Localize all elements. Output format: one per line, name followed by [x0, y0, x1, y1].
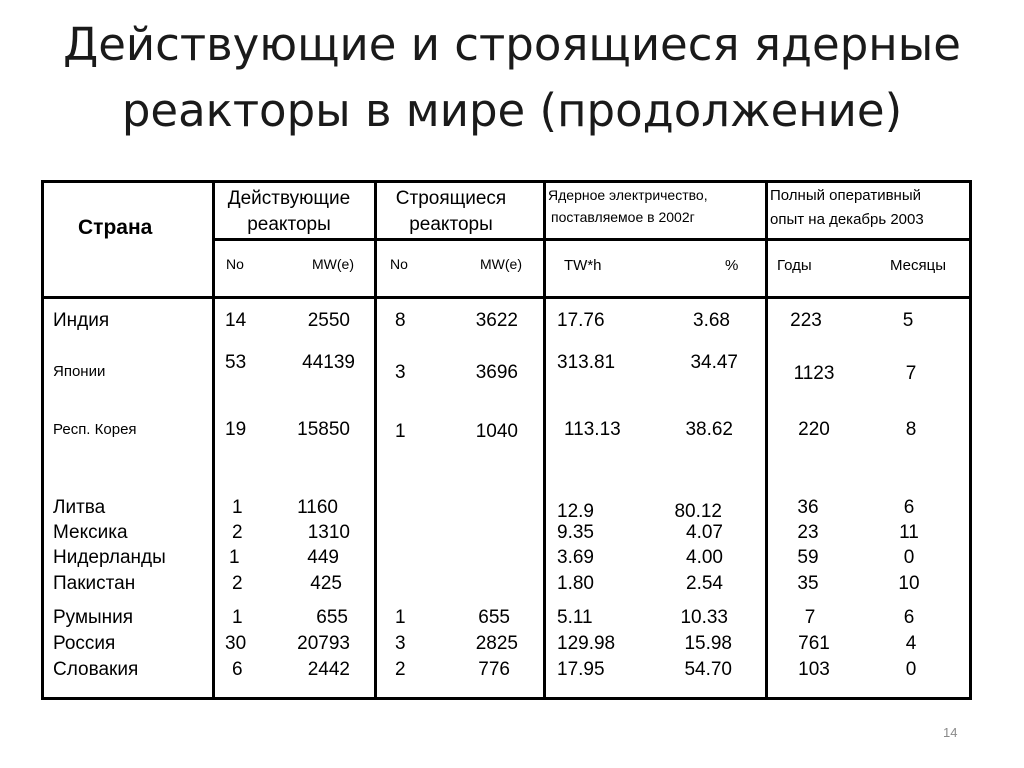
cell-months: 7 — [905, 363, 917, 384]
cell-operating-no: 6 — [232, 659, 243, 680]
cell-operating-mw: 1160 — [297, 497, 338, 518]
cell-years: 36 — [797, 497, 819, 518]
cell-operating-mw: 2442 — [307, 659, 350, 680]
cell-percent: 2.54 — [686, 573, 723, 594]
cell-operating-no: 1 — [232, 497, 243, 518]
cell-country: Индия — [53, 310, 110, 331]
cell-percent: 10.33 — [680, 607, 728, 628]
cell-construction-no: 8 — [395, 310, 406, 331]
cell-operating-mw: 44139 — [302, 352, 355, 373]
cell-years: 103 — [798, 659, 830, 680]
cell-operating-no: 30 — [225, 633, 247, 654]
cell-months: 6 — [903, 607, 915, 628]
cell-construction-no: 2 — [395, 659, 406, 680]
column-divider-1 — [212, 180, 215, 700]
header-divider — [41, 296, 972, 299]
cell-operating-no: 19 — [225, 419, 247, 440]
cell-twh: 5.11 — [557, 607, 593, 628]
subheader-operating-mw: MW(e) — [312, 256, 354, 272]
cell-years: 220 — [798, 419, 830, 440]
cell-operating-no: 2 — [232, 522, 243, 543]
cell-twh: 129.98 — [557, 633, 616, 654]
cell-construction-no: 3 — [395, 633, 406, 654]
column-divider-2 — [374, 180, 377, 700]
cell-twh: 1.80 — [557, 573, 594, 594]
header-operating-line-2: реакторы — [247, 214, 331, 235]
cell-operating-mw: 1310 — [307, 522, 350, 543]
cell-twh: 12.9 — [557, 501, 594, 522]
cell-months: 10 — [898, 573, 920, 594]
slide-title-line-1: Действующие и строящиеся ядерные — [63, 18, 961, 71]
cell-months: 6 — [903, 497, 915, 518]
cell-percent: 3.68 — [693, 310, 730, 331]
cell-percent: 15.98 — [684, 633, 732, 654]
cell-construction-mw: 2825 — [475, 633, 518, 654]
cell-country: Респ. Корея — [53, 421, 137, 438]
cell-twh: 17.76 — [557, 310, 605, 331]
cell-twh: 17.95 — [557, 659, 605, 680]
header-construction-line-1: Строящиеся — [395, 188, 507, 209]
page-number: 14 — [943, 725, 958, 740]
cell-country: Румыния — [53, 607, 134, 628]
cell-country: Россия — [53, 633, 116, 654]
cell-months: 11 — [899, 522, 919, 543]
cell-construction-mw: 776 — [478, 659, 510, 680]
cell-twh: 9.35 — [557, 522, 594, 543]
header-construction-line-2: реакторы — [409, 214, 493, 235]
cell-percent: 4.00 — [686, 547, 723, 568]
cell-operating-no: 2 — [232, 573, 243, 594]
cell-years: 761 — [798, 633, 830, 654]
cell-country: Нидерланды — [53, 547, 166, 568]
cell-operating-mw: 15850 — [297, 419, 350, 440]
cell-twh: 113.13 — [564, 419, 621, 440]
cell-construction-no: 1 — [395, 607, 406, 628]
cell-construction-mw: 3696 — [475, 362, 518, 383]
header-experience-line-1: Полный оперативный — [770, 187, 921, 204]
header-country: Страна — [78, 216, 153, 239]
cell-operating-no: 14 — [225, 310, 247, 331]
cell-percent: 38.62 — [685, 419, 733, 440]
cell-months: 0 — [905, 659, 917, 680]
table-border-right — [969, 180, 972, 700]
header-experience-line-2: опыт на декабрь 2003 — [770, 211, 924, 228]
cell-country: Словакия — [53, 659, 139, 680]
cell-twh: 3.69 — [557, 547, 594, 568]
cell-operating-mw: 425 — [310, 573, 342, 594]
cell-years: 35 — [797, 573, 819, 594]
cell-years: 7 — [804, 607, 816, 628]
cell-years: 223 — [790, 310, 822, 331]
cell-months: 4 — [905, 633, 917, 654]
subheader-months: Месяцы — [890, 257, 947, 274]
cell-construction-mw: 1040 — [475, 421, 518, 442]
subheader-construction-mw: MW(e) — [480, 256, 522, 272]
cell-country: Японии — [53, 363, 106, 380]
cell-construction-mw: 3622 — [475, 310, 518, 331]
cell-months: 8 — [905, 419, 917, 440]
subheader-percent: % — [725, 257, 739, 274]
cell-percent: 54.70 — [684, 659, 732, 680]
cell-months: 0 — [903, 547, 915, 568]
cell-country: Мексика — [53, 522, 128, 543]
cell-operating-mw: 449 — [307, 547, 339, 568]
table-border-bottom — [41, 697, 972, 700]
subheader-years: Годы — [777, 257, 812, 274]
cell-operating-no: 1 — [229, 547, 240, 568]
subheader-divider — [212, 238, 972, 241]
cell-operating-no: 53 — [225, 352, 247, 373]
subheader-construction-no: No — [390, 256, 408, 272]
table-border-left — [41, 180, 44, 700]
cell-operating-mw: 20793 — [297, 633, 350, 654]
cell-percent: 34.47 — [690, 352, 738, 373]
header-electricity-line-2: поставляемое в 2002г — [551, 209, 695, 225]
cell-country: Литва — [53, 497, 106, 518]
cell-years: 23 — [797, 522, 819, 543]
cell-percent: 80.12 — [674, 501, 722, 522]
column-divider-4 — [765, 180, 768, 700]
subheader-operating-no: No — [226, 256, 244, 272]
table-border-top — [41, 180, 972, 183]
cell-construction-mw: 655 — [478, 607, 510, 628]
cell-percent: 4.07 — [686, 522, 723, 543]
cell-country: Пакистан — [53, 573, 136, 594]
header-electricity-line-1: Ядерное электричество, — [548, 187, 708, 203]
cell-years: 59 — [797, 547, 819, 568]
cell-operating-no: 1 — [232, 607, 243, 628]
cell-months: 5 — [902, 310, 914, 331]
cell-twh: 313.81 — [557, 352, 616, 373]
cell-construction-no: 3 — [395, 362, 406, 383]
column-divider-3 — [543, 180, 546, 700]
cell-operating-mw: 655 — [316, 607, 348, 628]
header-operating-line-1: Действующие — [227, 188, 351, 209]
subheader-twh: TW*h — [564, 257, 602, 274]
cell-years: 1123 — [793, 363, 835, 384]
cell-operating-mw: 2550 — [307, 310, 350, 331]
cell-construction-no: 1 — [395, 421, 406, 442]
slide-title-line-2: реакторы в мире (продолжение) — [121, 84, 903, 137]
